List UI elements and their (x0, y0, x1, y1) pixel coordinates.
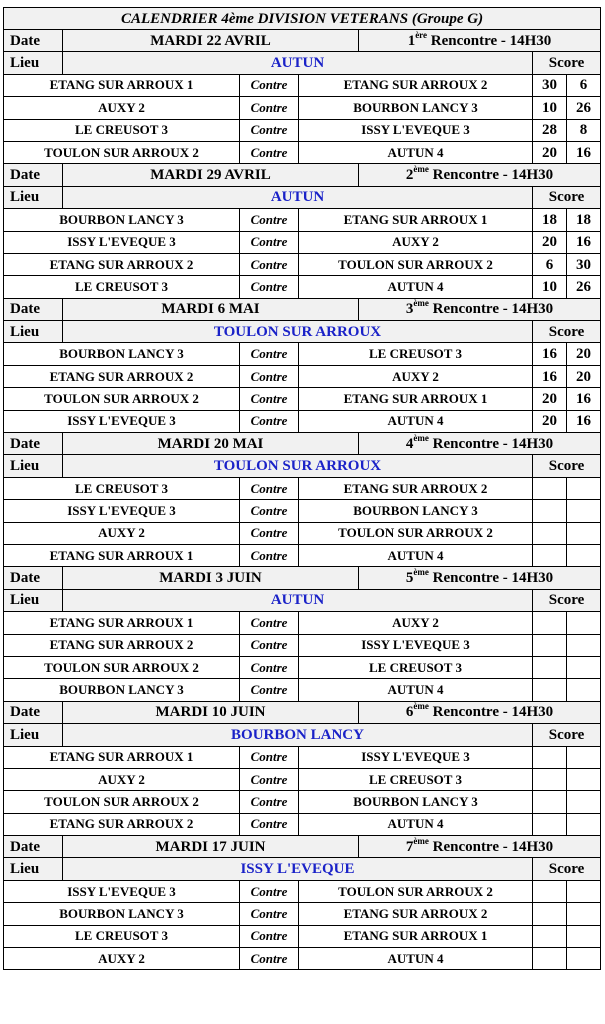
away-score: 6 (567, 74, 601, 96)
away-team: BOURBON LANCY 3 (299, 791, 533, 813)
contre-label: Contre (240, 276, 299, 298)
lieu-label: Lieu (4, 186, 63, 208)
score-label: Score (533, 455, 601, 477)
home-team: BOURBON LANCY 3 (4, 679, 240, 701)
round-rencontre (359, 298, 601, 320)
away-team: ETANG SUR ARROUX 2 (299, 903, 533, 925)
calendar-body (4, 8, 601, 970)
contre-label: Contre (240, 679, 299, 701)
match-row (4, 634, 601, 656)
round-venue: ISSY L'EVEQUE (63, 858, 533, 880)
home-score: 6 (533, 253, 567, 275)
contre-label: Contre (240, 209, 299, 231)
home-score: 20 (533, 410, 567, 432)
round-venue: AUTUN (63, 52, 533, 74)
away-team: TOULON SUR ARROUX 2 (299, 253, 533, 275)
away-score (567, 634, 601, 656)
home-score (533, 522, 567, 544)
round-date: MARDI 17 JUIN (63, 836, 359, 858)
round-rencontre-text: Rencontre - 14H30 (432, 435, 554, 452)
round-rencontre-text: Rencontre - 14H30 (432, 167, 554, 184)
away-score (567, 500, 601, 522)
contre-label: Contre (240, 388, 299, 410)
away-score (567, 477, 601, 499)
round-ordinal: 6 (405, 704, 414, 721)
home-score (533, 746, 567, 768)
away-team: ISSY L'EVEQUE 3 (299, 634, 533, 656)
home-team: LE CREUSOT 3 (4, 925, 240, 947)
home-score (533, 813, 567, 835)
home-score (533, 634, 567, 656)
home-team: AUXY 2 (4, 768, 240, 790)
contre-label: Contre (240, 612, 299, 634)
round-date: MARDI 3 JUIN (63, 567, 359, 589)
score-label: Score (533, 186, 601, 208)
home-team: TOULON SUR ARROUX 2 (4, 141, 240, 163)
round-date-row (4, 433, 601, 455)
home-score: 28 (533, 119, 567, 141)
home-team: ETANG SUR ARROUX 2 (4, 253, 240, 275)
round-ordinal-suffix: ème (413, 164, 429, 175)
home-score (533, 925, 567, 947)
match-row (4, 925, 601, 947)
round-date: MARDI 29 AVRIL (63, 164, 359, 186)
match-row (4, 679, 601, 701)
match-row (4, 365, 601, 387)
away-score: 8 (567, 119, 601, 141)
score-label: Score (533, 858, 601, 880)
lieu-label: Lieu (4, 589, 63, 611)
match-row (4, 746, 601, 768)
home-score (533, 656, 567, 678)
away-team: LE CREUSOT 3 (299, 768, 533, 790)
away-score (567, 925, 601, 947)
home-team: ETANG SUR ARROUX 2 (4, 634, 240, 656)
match-row (4, 410, 601, 432)
round-rencontre (359, 30, 601, 52)
lieu-label: Lieu (4, 321, 63, 343)
contre-label: Contre (240, 343, 299, 365)
away-team: BOURBON LANCY 3 (299, 500, 533, 522)
match-row (4, 522, 601, 544)
round-ordinal-suffix: ème (413, 835, 429, 846)
away-team: ISSY L'EVEQUE 3 (299, 119, 533, 141)
away-team: TOULON SUR ARROUX 2 (299, 880, 533, 902)
home-team: ETANG SUR ARROUX 1 (4, 544, 240, 566)
round-date: MARDI 20 MAI (63, 433, 359, 455)
home-score (533, 612, 567, 634)
match-row (4, 880, 601, 902)
home-team: ISSY L'EVEQUE 3 (4, 880, 240, 902)
round-ordinal: 5 (405, 570, 414, 587)
home-score: 10 (533, 97, 567, 119)
round-ordinal: 1 (407, 32, 416, 49)
home-team: BOURBON LANCY 3 (4, 343, 240, 365)
away-score: 16 (567, 410, 601, 432)
contre-label: Contre (240, 97, 299, 119)
date-label: Date (4, 298, 63, 320)
away-score (567, 656, 601, 678)
round-venue-row (4, 858, 601, 880)
home-score: 18 (533, 209, 567, 231)
home-team: TOULON SUR ARROUX 2 (4, 791, 240, 813)
home-score (533, 544, 567, 566)
date-label: Date (4, 30, 63, 52)
round-ordinal-suffix: ème (413, 701, 429, 712)
contre-label: Contre (240, 768, 299, 790)
home-score (533, 679, 567, 701)
away-team: ETANG SUR ARROUX 1 (299, 209, 533, 231)
round-ordinal-suffix: ème (413, 432, 429, 443)
round-rencontre (359, 701, 601, 723)
match-row (4, 276, 601, 298)
home-team: BOURBON LANCY 3 (4, 903, 240, 925)
contre-label: Contre (240, 746, 299, 768)
away-score (567, 679, 601, 701)
home-score: 20 (533, 141, 567, 163)
home-score: 10 (533, 276, 567, 298)
round-rencontre (359, 433, 601, 455)
contre-label: Contre (240, 500, 299, 522)
home-score: 16 (533, 343, 567, 365)
away-score: 20 (567, 343, 601, 365)
away-score (567, 544, 601, 566)
match-row (4, 231, 601, 253)
home-score (533, 791, 567, 813)
page-title: CALENDRIER 4ème DIVISION VETERANS (Groupe G) (4, 8, 601, 30)
date-label: Date (4, 433, 63, 455)
round-date: MARDI 10 JUIN (63, 701, 359, 723)
date-label: Date (4, 164, 63, 186)
round-date-row (4, 164, 601, 186)
round-date-row (4, 701, 601, 723)
contre-label: Contre (240, 410, 299, 432)
home-score (533, 880, 567, 902)
home-team: ETANG SUR ARROUX 2 (4, 813, 240, 835)
home-score: 16 (533, 365, 567, 387)
match-row (4, 343, 601, 365)
round-date-row (4, 836, 601, 858)
away-team: ETANG SUR ARROUX 2 (299, 74, 533, 96)
home-team: ETANG SUR ARROUX 1 (4, 612, 240, 634)
match-row (4, 141, 601, 163)
round-venue: TOULON SUR ARROUX (63, 455, 533, 477)
away-team: ETANG SUR ARROUX 1 (299, 925, 533, 947)
away-team: AUTUN 4 (299, 679, 533, 701)
contre-label: Contre (240, 903, 299, 925)
title-row (4, 8, 601, 30)
round-date: MARDI 6 MAI (63, 298, 359, 320)
contre-label: Contre (240, 948, 299, 970)
lieu-label: Lieu (4, 724, 63, 746)
date-label: Date (4, 567, 63, 589)
home-team: AUXY 2 (4, 522, 240, 544)
round-venue: AUTUN (63, 589, 533, 611)
round-venue: BOURBON LANCY (63, 724, 533, 746)
away-team: AUTUN 4 (299, 813, 533, 835)
home-team: LE CREUSOT 3 (4, 477, 240, 499)
round-ordinal: 4 (405, 435, 414, 452)
round-venue: TOULON SUR ARROUX (63, 321, 533, 343)
round-date-row (4, 567, 601, 589)
contre-label: Contre (240, 141, 299, 163)
away-team: TOULON SUR ARROUX 2 (299, 522, 533, 544)
round-venue-row (4, 321, 601, 343)
away-score (567, 948, 601, 970)
lieu-label: Lieu (4, 455, 63, 477)
match-row (4, 791, 601, 813)
away-score: 26 (567, 97, 601, 119)
contre-label: Contre (240, 119, 299, 141)
round-venue-row (4, 589, 601, 611)
away-team: LE CREUSOT 3 (299, 656, 533, 678)
round-rencontre (359, 567, 601, 589)
away-score: 18 (567, 209, 601, 231)
contre-label: Contre (240, 365, 299, 387)
match-row (4, 74, 601, 96)
home-team: ISSY L'EVEQUE 3 (4, 500, 240, 522)
home-team: ETANG SUR ARROUX 1 (4, 746, 240, 768)
away-score (567, 768, 601, 790)
away-score (567, 791, 601, 813)
home-team: TOULON SUR ARROUX 2 (4, 656, 240, 678)
home-team: ETANG SUR ARROUX 2 (4, 365, 240, 387)
contre-label: Contre (240, 656, 299, 678)
score-label: Score (533, 589, 601, 611)
away-team: AUTUN 4 (299, 276, 533, 298)
away-score: 26 (567, 276, 601, 298)
away-team: ETANG SUR ARROUX 1 (299, 388, 533, 410)
round-ordinal: 3 (405, 301, 414, 318)
contre-label: Contre (240, 74, 299, 96)
round-venue-row (4, 455, 601, 477)
match-row (4, 500, 601, 522)
away-team: AUTUN 4 (299, 544, 533, 566)
score-label: Score (533, 321, 601, 343)
round-rencontre-text: Rencontre - 14H30 (430, 32, 552, 49)
home-score (533, 948, 567, 970)
match-row (4, 948, 601, 970)
match-row (4, 656, 601, 678)
away-score (567, 903, 601, 925)
away-score: 16 (567, 231, 601, 253)
round-ordinal: 2 (405, 167, 414, 184)
contre-label: Contre (240, 231, 299, 253)
round-rencontre (359, 164, 601, 186)
round-venue-row (4, 724, 601, 746)
contre-label: Contre (240, 544, 299, 566)
away-score (567, 813, 601, 835)
home-score (533, 903, 567, 925)
away-team: AUTUN 4 (299, 948, 533, 970)
round-rencontre (359, 836, 601, 858)
away-score: 20 (567, 365, 601, 387)
round-date: MARDI 22 AVRIL (63, 30, 359, 52)
away-team: ISSY L'EVEQUE 3 (299, 746, 533, 768)
round-date-row (4, 30, 601, 52)
round-rencontre-text: Rencontre - 14H30 (432, 704, 554, 721)
date-label: Date (4, 836, 63, 858)
home-score (533, 477, 567, 499)
contre-label: Contre (240, 791, 299, 813)
contre-label: Contre (240, 477, 299, 499)
home-score: 30 (533, 74, 567, 96)
calendar-table (3, 7, 601, 970)
home-team: ISSY L'EVEQUE 3 (4, 231, 240, 253)
round-ordinal-suffix: ème (413, 567, 429, 578)
match-row (4, 612, 601, 634)
home-score (533, 500, 567, 522)
round-rencontre-text: Rencontre - 14H30 (432, 838, 554, 855)
lieu-label: Lieu (4, 52, 63, 74)
home-team: BOURBON LANCY 3 (4, 209, 240, 231)
match-row (4, 903, 601, 925)
home-team: ETANG SUR ARROUX 1 (4, 74, 240, 96)
round-rencontre-text: Rencontre - 14H30 (432, 570, 554, 587)
away-score (567, 746, 601, 768)
round-ordinal: 7 (405, 838, 414, 855)
home-team: ISSY L'EVEQUE 3 (4, 410, 240, 432)
away-team: AUXY 2 (299, 365, 533, 387)
away-score (567, 612, 601, 634)
match-row (4, 209, 601, 231)
home-team: LE CREUSOT 3 (4, 119, 240, 141)
score-label: Score (533, 52, 601, 74)
contre-label: Contre (240, 925, 299, 947)
round-venue-row (4, 186, 601, 208)
away-team: LE CREUSOT 3 (299, 343, 533, 365)
round-date-row (4, 298, 601, 320)
contre-label: Contre (240, 634, 299, 656)
home-team: TOULON SUR ARROUX 2 (4, 388, 240, 410)
away-team: AUXY 2 (299, 231, 533, 253)
home-team: LE CREUSOT 3 (4, 276, 240, 298)
home-team: AUXY 2 (4, 97, 240, 119)
lieu-label: Lieu (4, 858, 63, 880)
home-score (533, 768, 567, 790)
contre-label: Contre (240, 522, 299, 544)
date-label: Date (4, 701, 63, 723)
match-row (4, 119, 601, 141)
away-team: AUXY 2 (299, 612, 533, 634)
away-team: AUTUN 4 (299, 410, 533, 432)
away-team: AUTUN 4 (299, 141, 533, 163)
round-ordinal-suffix: ère (415, 29, 428, 40)
contre-label: Contre (240, 253, 299, 275)
match-row (4, 477, 601, 499)
away-team: BOURBON LANCY 3 (299, 97, 533, 119)
away-score: 30 (567, 253, 601, 275)
match-row (4, 768, 601, 790)
away-score: 16 (567, 388, 601, 410)
away-score (567, 522, 601, 544)
home-score: 20 (533, 231, 567, 253)
match-row (4, 388, 601, 410)
round-ordinal-suffix: ème (413, 298, 429, 309)
contre-label: Contre (240, 880, 299, 902)
round-venue-row (4, 52, 601, 74)
match-row (4, 253, 601, 275)
away-team: ETANG SUR ARROUX 2 (299, 477, 533, 499)
round-venue: AUTUN (63, 186, 533, 208)
home-team: AUXY 2 (4, 948, 240, 970)
round-rencontre-text: Rencontre - 14H30 (432, 301, 554, 318)
match-row (4, 544, 601, 566)
home-score: 20 (533, 388, 567, 410)
away-score (567, 880, 601, 902)
match-row (4, 97, 601, 119)
contre-label: Contre (240, 813, 299, 835)
score-label: Score (533, 724, 601, 746)
away-score: 16 (567, 141, 601, 163)
match-row (4, 813, 601, 835)
